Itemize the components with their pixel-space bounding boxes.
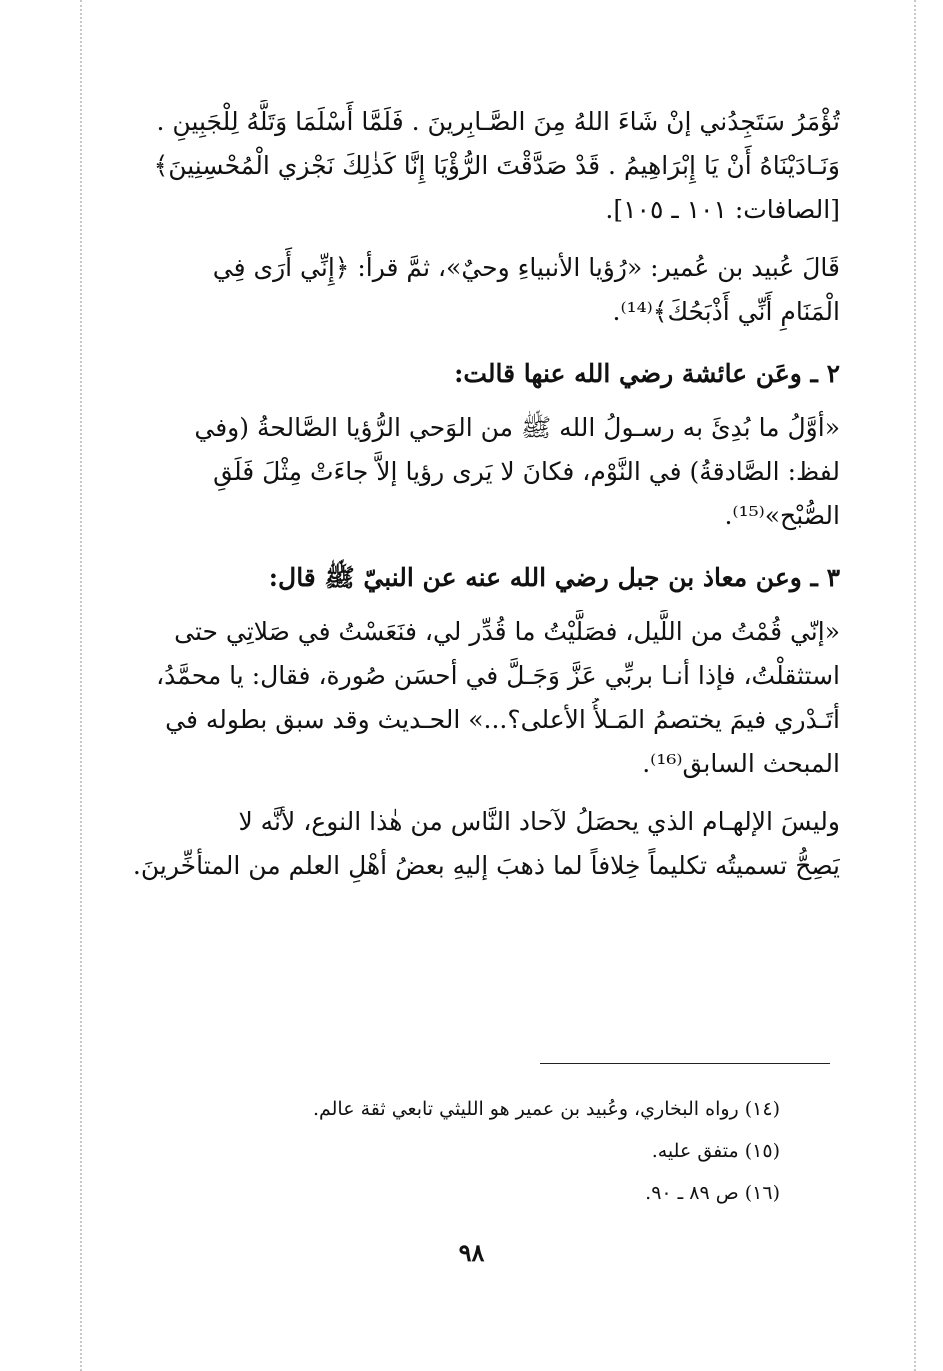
text-line: تُؤْمَرُ سَتَجِدُني إنْ شَاءَ اللهُ مِنَ الصَّـابِرينَ . فَلَمَّا أَسْلَمَا وَتَلَّهُ لِلْجَبِينِ . xyxy=(156,107,840,136)
footnote-separator xyxy=(540,1063,830,1064)
binding-dotted-line-left xyxy=(80,0,82,1371)
binding-dotted-line-right xyxy=(914,0,916,1371)
text-line: «أوَّلُ ما بُدِئَ به رسـولُ الله ﷺ من الوَحي الرُّؤيا الصَّالحةُ (وفي xyxy=(194,413,840,442)
text-line: لفظ: الصَّادقةُ) في النَّوْم، فكانَ لا يَرى رؤيا إلاَّ جاءَتْ مِثْلَ فَلَقِ xyxy=(213,457,840,486)
ilham-paragraph xyxy=(110,800,840,888)
surah-reference: [الصافات: ١٠١ ـ ١٠٥]. xyxy=(605,195,840,224)
text-line: وَنَـادَيْنَاهُ أَنْ يَا إِبْرَاهِيمُ . قَدْ صَدَّقْتَ الرُّؤْيَا إِنَّا كَذٰلِكَ نَجْزي الْمُحْسِنِينَ﴾ xyxy=(153,151,840,180)
footnote-14: (١٤) رواه البخاري، وعُبيد بن عمير هو الليثي تابعي ثقة عالم. xyxy=(312,1098,780,1120)
text-line: قَالَ عُبيد بن عُمير: «رُؤيا الأنبياءِ وحيٌ»، ثمَّ قرأ: ﴿إِنِّي أَرَى فِي xyxy=(212,253,840,282)
muadh-hadith-paragraph xyxy=(110,610,840,786)
aisha-hadith-paragraph xyxy=(110,406,840,538)
text-line: أتَـدْري فيمَ يختصمُ المَـلأُ الأعلى؟...» الحـديث وقد سبق بطوله في xyxy=(165,705,840,734)
page-body xyxy=(110,100,840,902)
hadith-heading-2: ٢ ـ وعَن عائشة رضي الله عنها قالت: xyxy=(454,359,840,388)
text-line: «إنّي قُمْتُ من اللَّيل، فصَلَّيْتُ ما قُدِّر لي، فنَعَسْتُ في صَلاتِي حتى xyxy=(174,617,840,646)
text-line: استثقلْتُ، فإذا أنـا بربِّي عَزَّ وَجَـلَّ في أحسَن صُورة، فقال: يا محمَّدُ، xyxy=(156,661,840,690)
footnote-15: (١٥) متفق عليه. xyxy=(651,1140,780,1162)
text-line: يَصِحُّ تسميتُه تكليماً خِلافاً لما ذهبَ إليهِ بعضُ أهْلِ العلم من المتأخِّرينَ. xyxy=(132,851,840,880)
text-line: المبحث السابق⁽¹⁶⁾. xyxy=(642,749,840,778)
footnotes xyxy=(200,1088,780,1214)
hadith-heading-3: ٣ ـ وعن معاذ بن جبل رضي الله عنه عن النبيّ ﷺ قال: xyxy=(268,563,840,592)
text-line: الصُّبْح»⁽¹⁵⁾. xyxy=(724,501,840,530)
page-number: ٩٨ xyxy=(458,1238,485,1267)
ubaid-paragraph xyxy=(110,246,840,334)
footnote-16: (١٦) ص ٨٩ ـ ٩٠. xyxy=(645,1182,780,1204)
text-line: وليسَ الإلهـام الذي يحصَلُ لآحاد النَّاس من هٰذا النوع، لأنَّه لا xyxy=(238,807,840,836)
text-line: الْمَنَامِ أَنِّي أَذْبَحُكَ﴾⁽¹⁴⁾. xyxy=(612,297,840,326)
quran-ending-paragraph xyxy=(110,100,840,232)
